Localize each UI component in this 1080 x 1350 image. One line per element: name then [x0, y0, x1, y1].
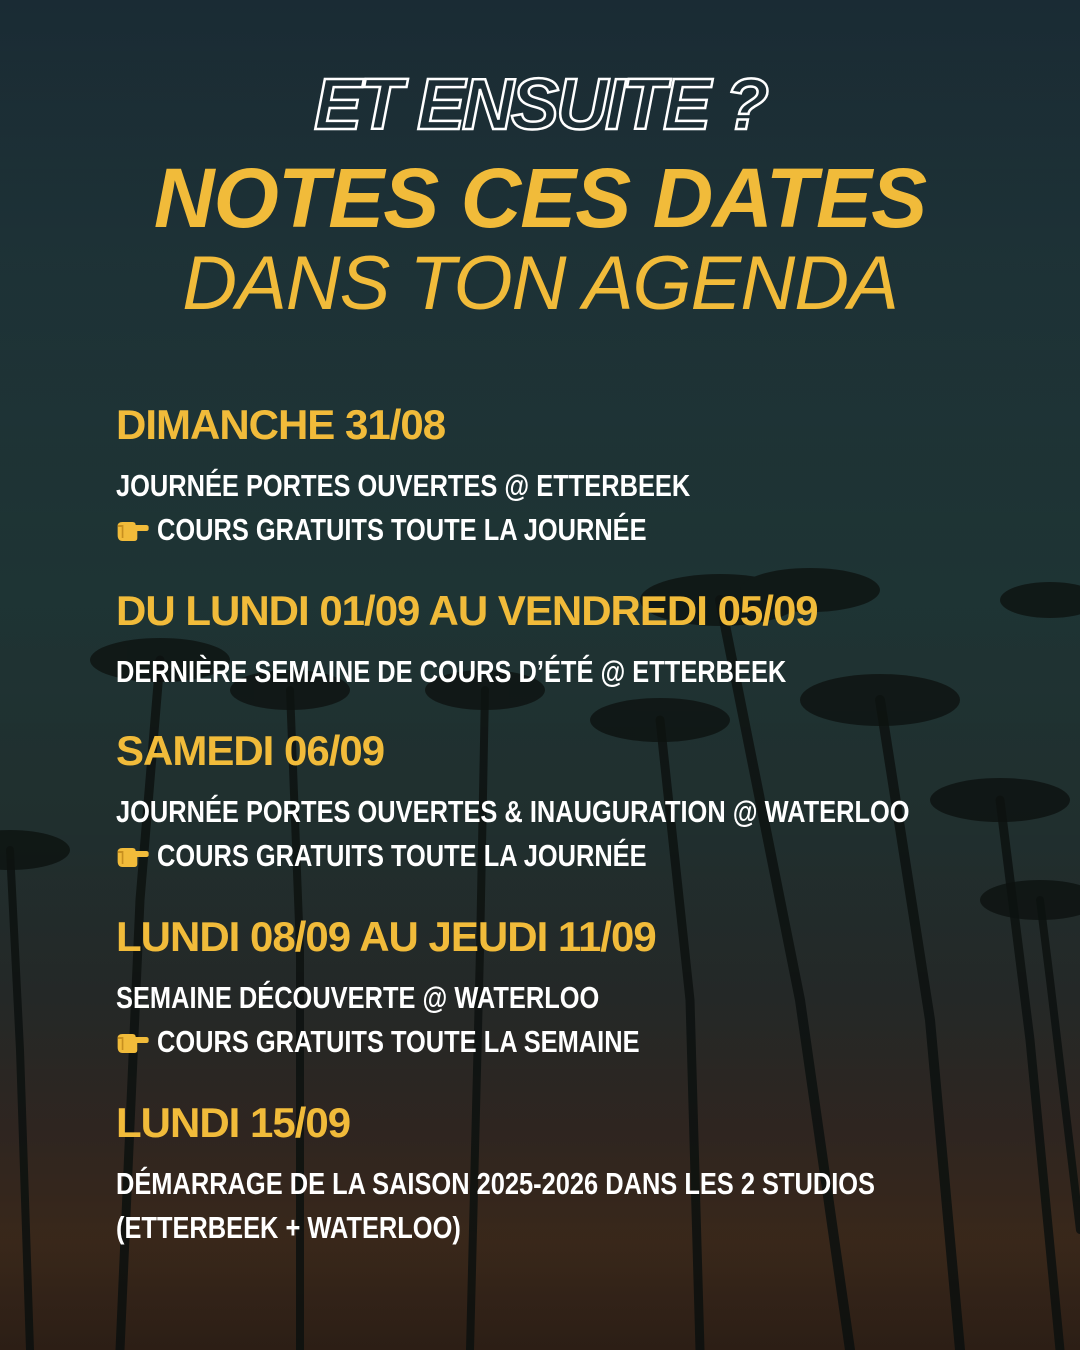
event-description: DÉMARRAGE DE LA SAISON 2025-2026 DANS LES 2 STUDIOS — [116, 1166, 876, 1201]
event-note-text: COURS GRATUITS TOUTE LA SEMAINE — [157, 1024, 640, 1059]
event-description: SEMAINE DÉCOUVERTE @ WATERLOO — [116, 980, 600, 1015]
event-description: JOURNÉE PORTES OUVERTES @ ETTERBEEK — [116, 468, 691, 503]
event-item — [116, 726, 1056, 878]
event-item — [116, 586, 1056, 694]
event-date: DU LUNDI 01/09 AU VENDREDI 05/09 — [116, 587, 818, 634]
pointing-hand-icon — [116, 518, 149, 542]
pointing-hand-icon — [116, 844, 149, 868]
title-line-2: NOTES CES DATES — [153, 151, 927, 245]
event-note — [116, 508, 887, 552]
event-description: JOURNÉE PORTES OUVERTES & INAUGURATION @ WATERLOO — [116, 794, 910, 829]
event-date: SAMEDI 06/09 — [116, 727, 385, 774]
event-note-text: COURS GRATUITS TOUTE LA JOURNÉE — [157, 838, 647, 873]
event-note-text: COURS GRATUITS TOUTE LA JOURNÉE — [157, 512, 647, 547]
event-note — [116, 834, 887, 878]
event-description: DERNIÈRE SEMAINE DE COURS D’ÉTÉ @ ETTERBEEK — [116, 654, 787, 689]
event-item — [116, 400, 1056, 552]
event-description-continued: (ETTERBEEK + WATERLOO) — [116, 1210, 461, 1245]
pointing-hand-icon — [116, 1030, 149, 1054]
event-note — [116, 1020, 887, 1064]
event-item — [116, 912, 1056, 1064]
event-date: LUNDI 08/09 AU JEUDI 11/09 — [116, 913, 656, 960]
event-date: LUNDI 15/09 — [116, 1099, 351, 1146]
event-date: DIMANCHE 31/08 — [116, 401, 446, 448]
event-item — [116, 1098, 1056, 1250]
title-line-1: ET ENSUITE ? — [313, 65, 767, 145]
title-line-3: DANS TON AGENDA — [182, 241, 898, 326]
